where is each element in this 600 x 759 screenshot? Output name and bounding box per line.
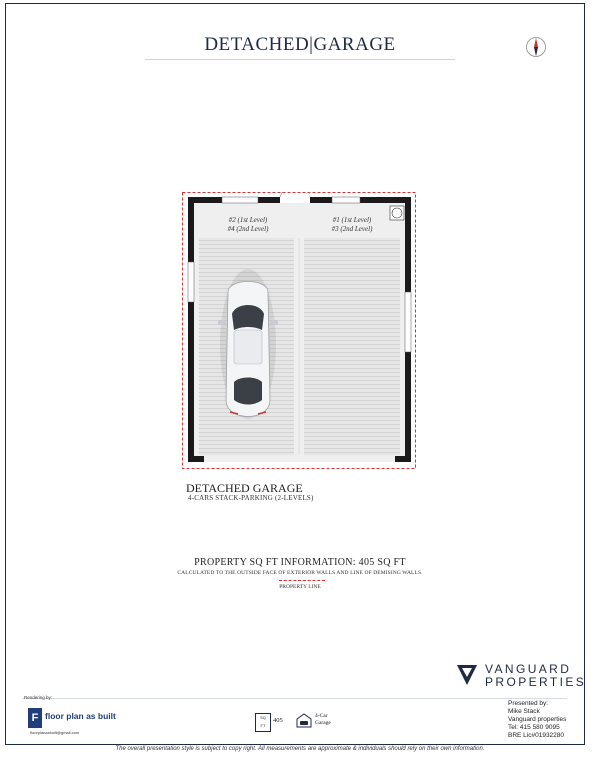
sqft-value: 405 bbox=[273, 717, 283, 724]
title-divider bbox=[145, 59, 455, 60]
copyright-disclaimer: The overall presentation style is subject to copy right. All measurements are approximate & individuals should rely on their own information. bbox=[115, 746, 485, 752]
wall-bottom-right bbox=[395, 456, 411, 462]
sqft-info-title: PROPERTY SQ FT INFORMATION: 405 SQ FT bbox=[194, 557, 406, 568]
presented-line: Presented by: bbox=[508, 700, 549, 707]
rendering-by-label: Rendering by: bbox=[24, 695, 53, 700]
footer-divider bbox=[22, 698, 567, 699]
window-right bbox=[405, 292, 411, 352]
fpab-email: floorplanasbuilt@gmail.com bbox=[30, 730, 80, 735]
parking-label-right-1: #1 (1st Level) bbox=[332, 216, 372, 224]
plan-caption-title: DETACHED GARAGE bbox=[186, 481, 303, 495]
wall-left bbox=[188, 197, 194, 462]
floor-plan-as-built-logo bbox=[28, 708, 116, 736]
garage-type-label bbox=[315, 713, 331, 727]
garage-floor-plan bbox=[182, 192, 416, 469]
door-opening bbox=[280, 197, 310, 203]
window-top bbox=[222, 197, 258, 203]
window-left bbox=[188, 262, 194, 302]
parking-label-right-2: #3 (2nd Level) bbox=[331, 225, 373, 233]
brand-line-1: VANGUARD bbox=[485, 662, 572, 676]
fpab-mark-icon: F bbox=[28, 708, 42, 728]
vanguard-brand-name bbox=[485, 663, 586, 689]
property-line-legend-swatch bbox=[279, 580, 325, 581]
presented-by-block bbox=[508, 700, 566, 740]
property-line-legend-label: PROPERTY LINE bbox=[279, 584, 321, 590]
parking-bay-right bbox=[304, 238, 400, 455]
fpab-name: floor plan as built bbox=[45, 711, 116, 721]
parking-label-left-1: #2 (1st Level) bbox=[228, 216, 268, 224]
brand-line-2: PROPERTIES bbox=[485, 675, 587, 689]
garage-label-line-1: 4-Car bbox=[315, 713, 328, 719]
compass-icon bbox=[525, 36, 547, 58]
wall-bottom-left bbox=[188, 456, 204, 462]
sqft-icon-top: SQ bbox=[260, 715, 266, 720]
vanguard-logo-icon bbox=[457, 664, 477, 686]
plan-caption-subtitle: 4-CARS STACK-PARKING (2-LEVELS) bbox=[188, 494, 314, 502]
presented-line: BRE Lic#01932280 bbox=[508, 732, 565, 739]
presented-line: Vanguard properties bbox=[508, 716, 567, 723]
presented-line: Mike Stack bbox=[508, 708, 540, 715]
sqft-icon bbox=[255, 713, 271, 732]
presented-line: Tel: 415 580 9095 bbox=[508, 724, 560, 731]
sqft-info-note: CALCULATED TO THE OUTSIDE FACE OF EXTERIOR WALLS AND LINE OF DEMISING WALLS. bbox=[177, 570, 423, 576]
garage-icon bbox=[296, 712, 312, 728]
sqft-icon-bottom: FT bbox=[260, 723, 266, 728]
page-title: DETACHED|GARAGE bbox=[204, 34, 396, 55]
parking-label-left-2: #4 (2nd Level) bbox=[227, 225, 269, 233]
window-top-right bbox=[332, 197, 360, 203]
garage-label-line-2: Garage bbox=[315, 720, 331, 726]
